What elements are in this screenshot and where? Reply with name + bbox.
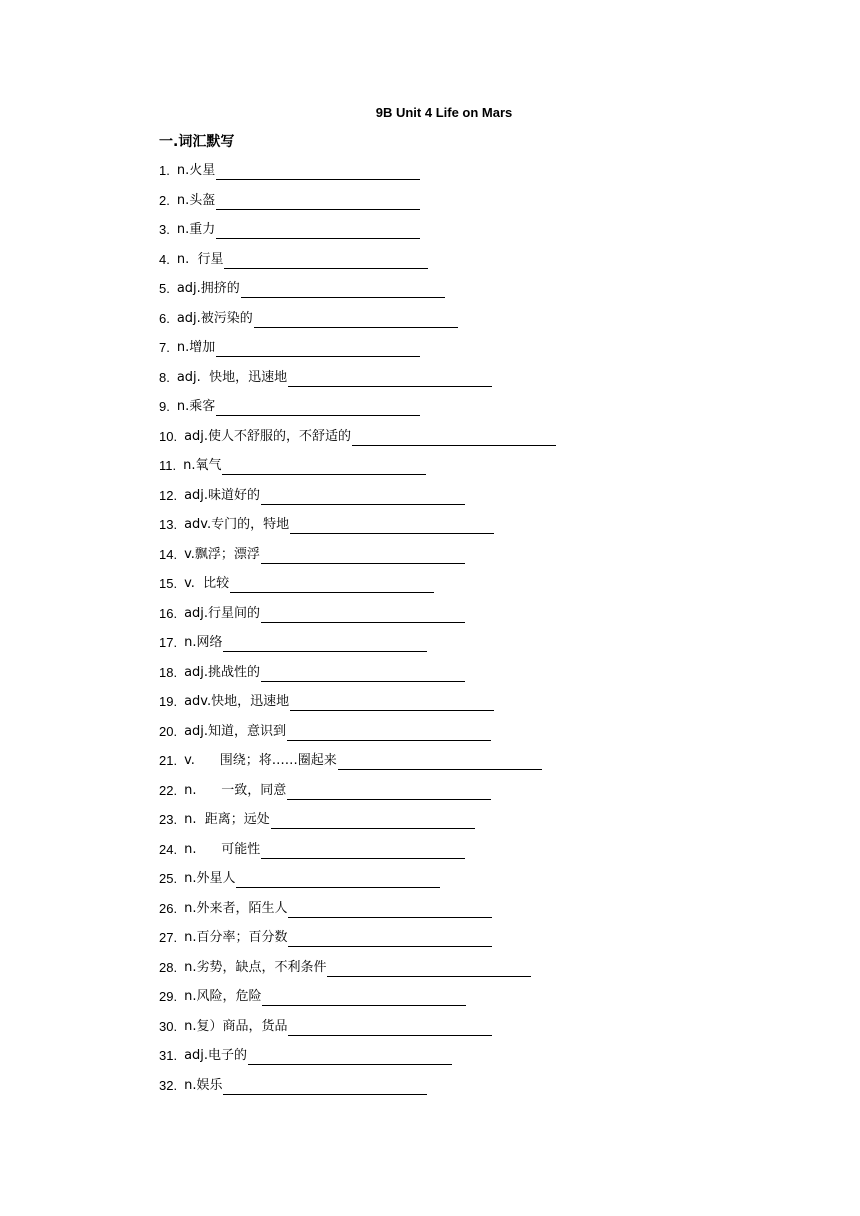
vocab-item [159, 191, 556, 221]
answer-blank[interactable] [216, 220, 420, 239]
vocab-item [159, 604, 556, 634]
item-number: 26. [159, 900, 178, 916]
item-prompt: adj.电子的 [184, 1048, 248, 1063]
item-number: 17. [159, 635, 178, 650]
answer-blank[interactable] [261, 840, 465, 859]
item-number: 11. [159, 458, 177, 473]
vocab-item [159, 456, 556, 486]
item-number: 25. [159, 871, 178, 886]
answer-blank[interactable] [222, 456, 426, 475]
item-number: 14. [159, 546, 178, 562]
vocab-item [159, 574, 556, 604]
item-number: 1. [159, 163, 170, 178]
answer-blank[interactable] [223, 1076, 427, 1095]
item-number: 23. [159, 812, 178, 827]
vocab-item [159, 1046, 556, 1076]
item-number: 9. [159, 399, 170, 414]
item-prompt: n. 行星 [176, 251, 224, 267]
item-prompt: adv.快地，迅速地 [184, 694, 290, 709]
vocab-item [159, 397, 556, 427]
item-number: 27. [159, 930, 178, 945]
item-prompt: n.火星 [176, 163, 216, 178]
vocab-item [159, 545, 556, 575]
vocab-item [159, 161, 556, 191]
item-prompt: v. 比较 [184, 576, 230, 591]
item-number: 30. [159, 1018, 178, 1034]
item-prompt: n.外来者，陌生人 [184, 900, 288, 916]
item-number: 22. [159, 782, 178, 798]
item-number: 5. [159, 281, 170, 296]
item-number: 16. [159, 605, 178, 621]
vocab-item [159, 633, 556, 663]
vocab-item [159, 1076, 556, 1106]
vocab-item [159, 840, 556, 870]
answer-blank[interactable] [224, 250, 428, 269]
item-prompt: n.头盔 [176, 192, 216, 208]
item-prompt: n.娱乐 [184, 1077, 223, 1093]
vocab-item [159, 368, 556, 398]
item-number: 12. [159, 487, 178, 503]
item-prompt: n.重力 [176, 222, 216, 237]
vocab-item [159, 810, 556, 840]
item-prompt: n.风险，危险 [184, 989, 262, 1004]
answer-blank[interactable] [262, 987, 466, 1006]
answer-blank[interactable] [216, 338, 420, 357]
item-prompt: n. 距离；远处 [184, 812, 270, 827]
answer-blank[interactable] [261, 545, 465, 564]
answer-blank[interactable] [288, 928, 492, 947]
answer-blank[interactable] [254, 309, 458, 328]
item-number: 31. [159, 1048, 178, 1063]
vocabulary-list [159, 161, 556, 1105]
answer-blank[interactable] [271, 810, 475, 829]
item-number: 8. [159, 369, 170, 385]
item-number: 18. [159, 664, 178, 680]
vocab-item [159, 338, 556, 368]
answer-blank[interactable] [261, 486, 465, 505]
item-number: 7. [159, 340, 170, 355]
answer-blank[interactable] [288, 899, 492, 918]
item-prompt: v. 围绕；将……圈起来 [184, 753, 337, 768]
vocab-item [159, 486, 556, 516]
item-prompt: n.增加 [176, 340, 216, 355]
item-prompt: adj.使人不舒服的，不舒适的 [184, 428, 352, 444]
vocab-item [159, 781, 556, 811]
item-prompt: n.劣势，缺点，不利条件 [184, 959, 327, 975]
item-prompt: n.网络 [184, 635, 223, 650]
answer-blank[interactable] [288, 368, 492, 387]
item-prompt: n. 一致，同意 [184, 782, 287, 798]
item-prompt: n.复）商品，货品 [184, 1018, 288, 1034]
answer-blank[interactable] [223, 633, 427, 652]
item-number: 28. [159, 959, 178, 975]
item-number: 13. [159, 517, 178, 532]
answer-blank[interactable] [216, 161, 420, 180]
item-number: 32. [159, 1077, 178, 1093]
vocab-item [159, 220, 556, 250]
answer-blank[interactable] [338, 751, 542, 770]
item-number: 29. [159, 989, 178, 1004]
vocab-item [159, 250, 556, 280]
vocab-item [159, 751, 556, 781]
answer-blank[interactable] [261, 663, 465, 682]
answer-blank[interactable] [241, 279, 445, 298]
vocab-item [159, 279, 556, 309]
item-number: 15. [159, 576, 178, 591]
answer-blank[interactable] [216, 191, 420, 210]
vocab-item [159, 515, 556, 545]
item-prompt: adj.味道好的 [184, 487, 261, 503]
item-number: 4. [159, 251, 170, 267]
item-prompt: n.外星人 [184, 871, 236, 886]
vocab-item [159, 869, 556, 899]
answer-blank[interactable] [236, 869, 440, 888]
item-prompt: adj.挑战性的 [184, 664, 261, 680]
vocab-item [159, 958, 556, 988]
answer-blank[interactable] [290, 515, 494, 534]
item-prompt: adj.被污染的 [176, 310, 253, 326]
vocab-item [159, 309, 556, 339]
item-prompt: n.百分率；百分数 [184, 930, 288, 945]
item-prompt: adj.行星间的 [184, 605, 261, 621]
answer-blank[interactable] [327, 958, 531, 977]
answer-blank[interactable] [230, 574, 434, 593]
item-prompt: adj.知道，意识到 [184, 723, 287, 739]
item-number: 2. [159, 192, 170, 208]
vocab-item [159, 928, 556, 958]
worksheet-title: 9B Unit 4 Life on Mars [375, 105, 513, 120]
item-prompt: n.氧气 [183, 458, 222, 473]
item-number: 20. [159, 723, 178, 739]
vocab-item [159, 663, 556, 693]
answer-blank[interactable] [261, 604, 465, 623]
item-prompt: adv.专门的，特地 [184, 517, 290, 532]
answer-blank[interactable] [287, 722, 491, 741]
item-number: 6. [159, 310, 170, 326]
section-heading: 一.词汇默写 [159, 134, 235, 150]
answer-blank[interactable] [287, 781, 491, 800]
answer-blank[interactable] [248, 1046, 452, 1065]
vocab-item [159, 1017, 556, 1047]
answer-blank[interactable] [288, 1017, 492, 1036]
item-number: 19. [159, 694, 178, 709]
item-number: 21. [159, 753, 178, 768]
vocab-item [159, 427, 556, 457]
item-number: 10. [159, 428, 178, 444]
item-number: 3. [159, 222, 170, 237]
item-prompt: adj.拥挤的 [176, 281, 240, 296]
item-prompt: n. 可能性 [184, 841, 261, 857]
vocab-item [159, 899, 556, 929]
item-prompt: adj. 快地，迅速地 [176, 369, 288, 385]
answer-blank[interactable] [290, 692, 494, 711]
item-number: 24. [159, 841, 178, 857]
answer-blank[interactable] [216, 397, 420, 416]
answer-blank[interactable] [352, 427, 556, 446]
vocab-item [159, 987, 556, 1017]
vocab-item [159, 722, 556, 752]
vocab-item [159, 692, 556, 722]
item-prompt: v.飘浮；漂浮 [184, 546, 260, 562]
item-prompt: n.乘客 [176, 399, 216, 414]
